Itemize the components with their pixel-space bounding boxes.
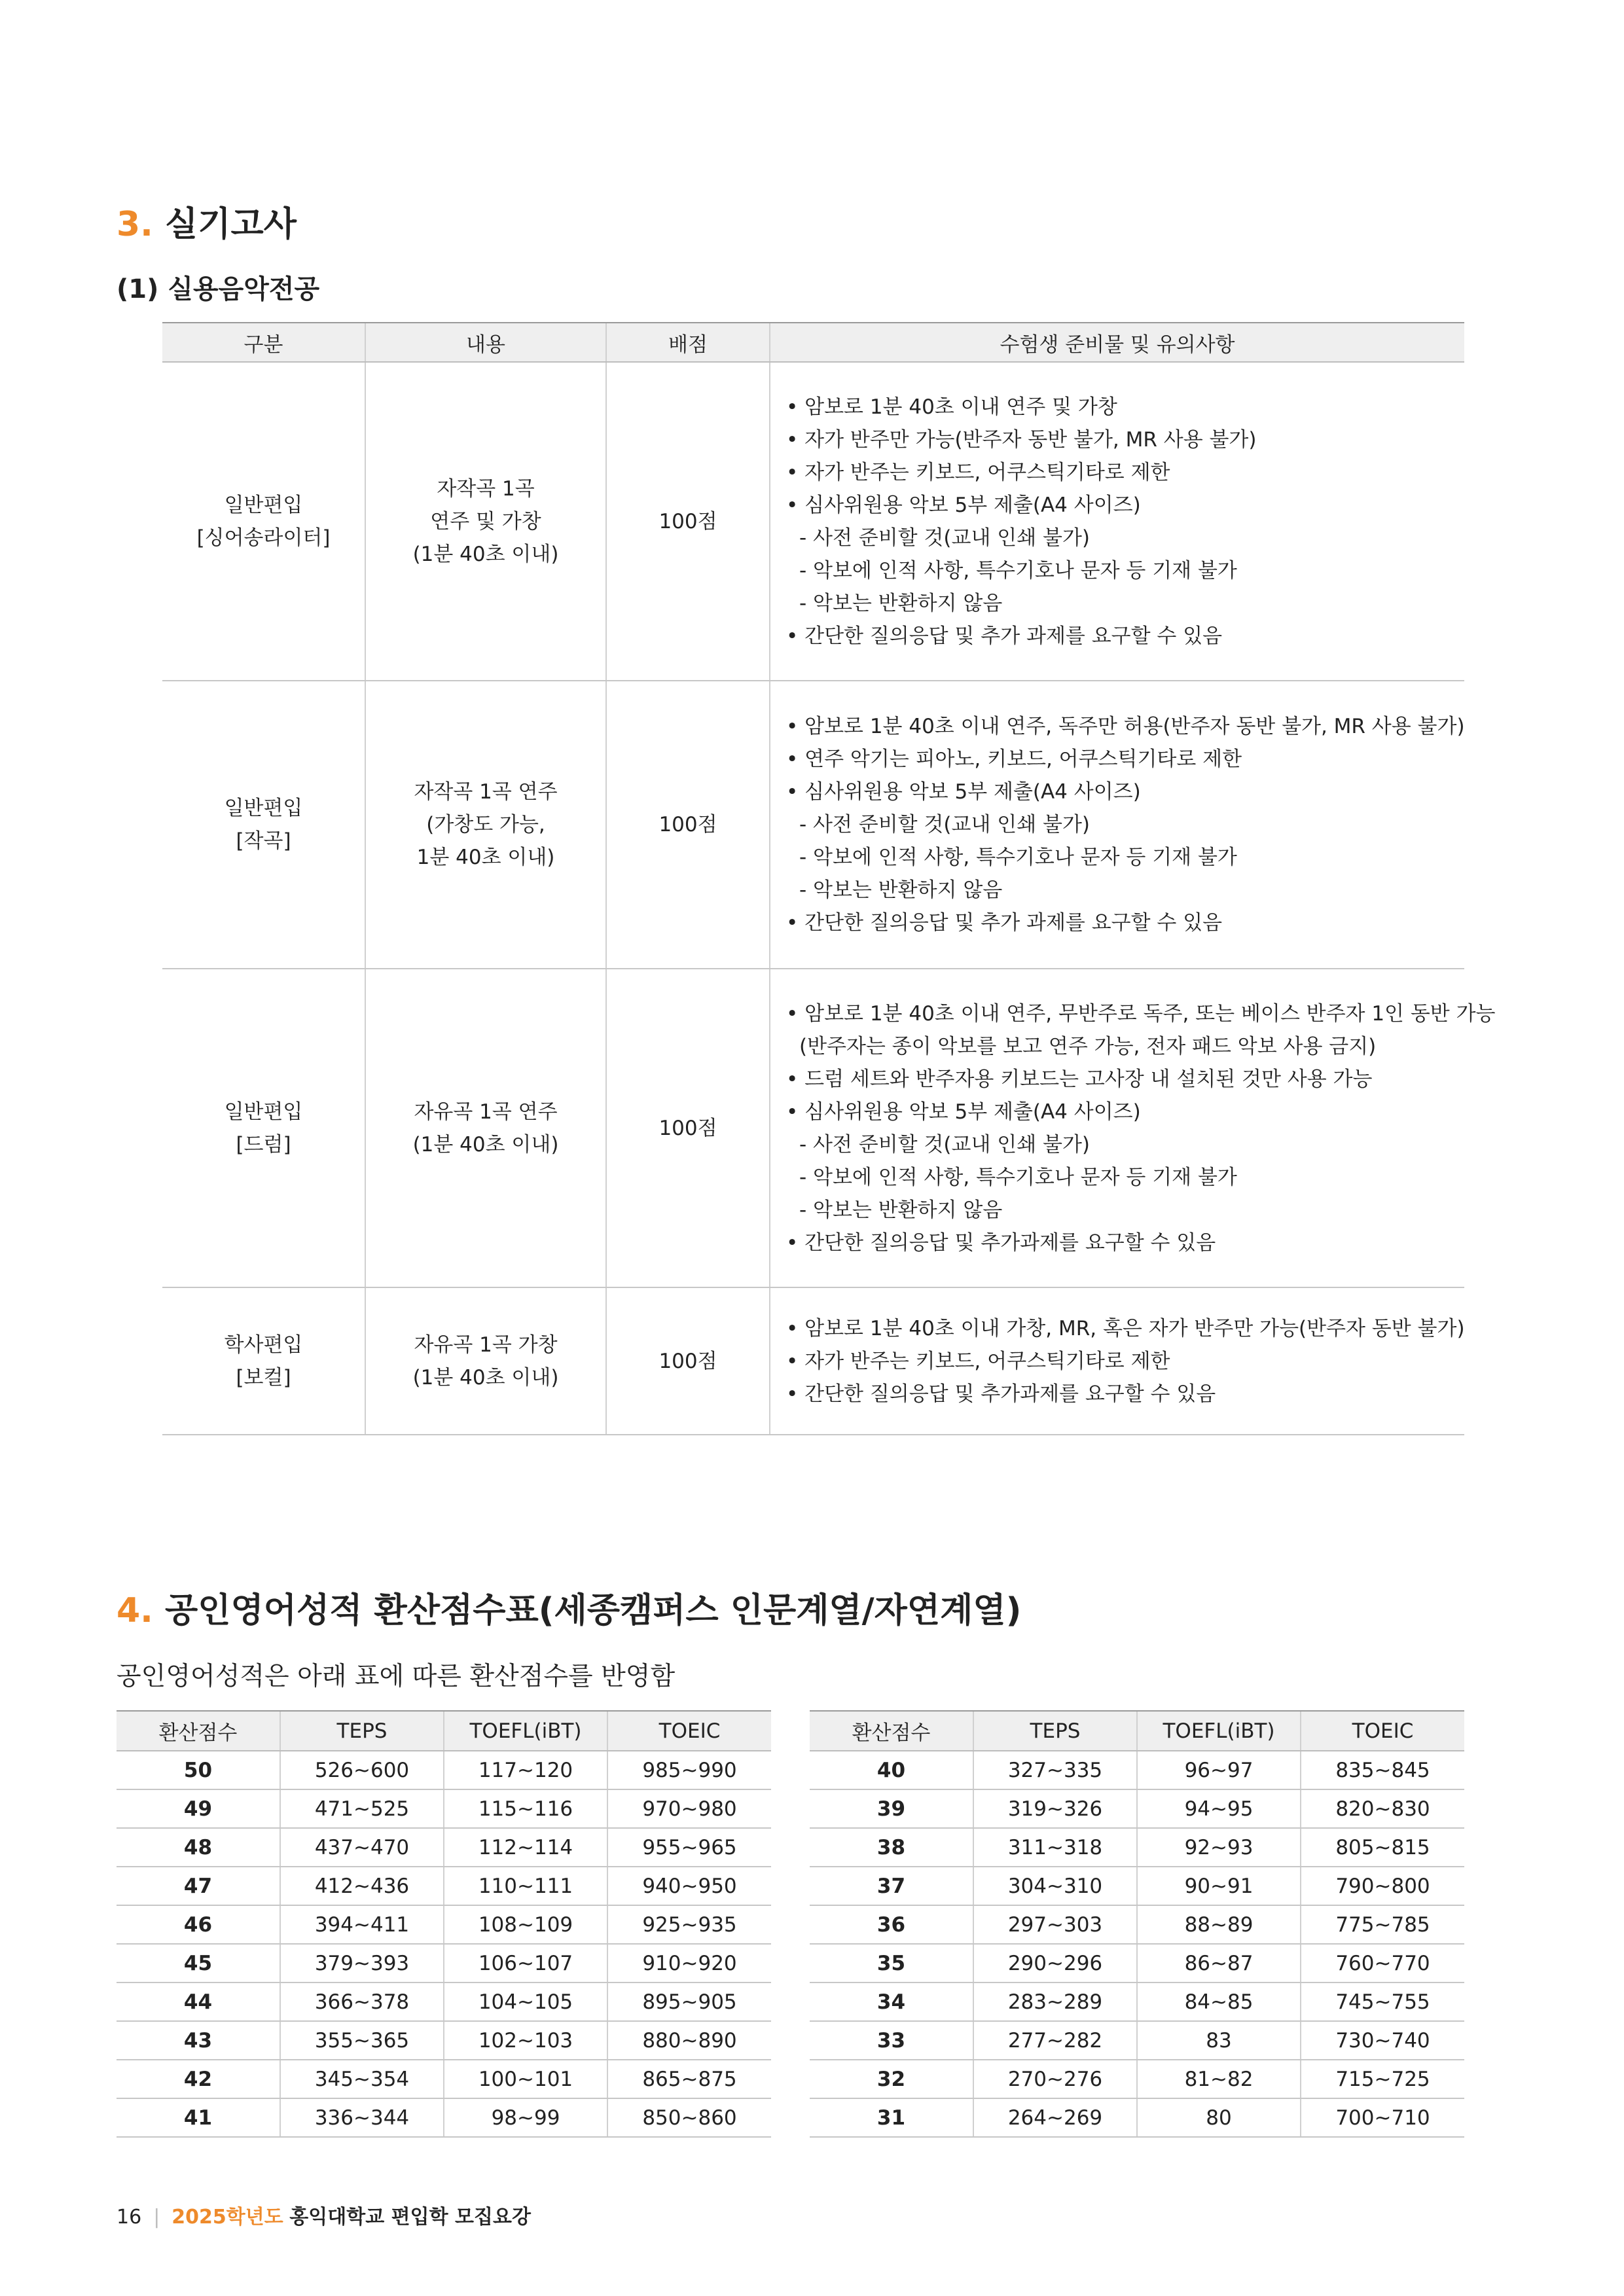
converted-score-cell: 44 [117,1982,280,2021]
category-line: [드럼] [236,1132,291,1157]
section-4-title: 공인영어성적 환산점수표(세종캠퍼스 인문계열/자연계열) [165,1591,1022,1630]
toeic-cell: 700~710 [1301,2098,1464,2137]
header-content: 내용 [365,323,606,362]
category-cell [162,969,365,1287]
category-line: 일반편입 [224,493,303,517]
table-row [810,1905,1464,1944]
converted-score-cell: 48 [117,1828,280,1867]
table-row [117,2098,771,2137]
toeic-cell: 730~740 [1301,2021,1464,2060]
content-cell [365,362,606,681]
converted-score-cell: 32 [810,2060,973,2098]
header-toefl: TOEFL(iBT) [1137,1711,1301,1751]
note-line: • 간단한 질의응답 및 추가 과제를 요구할 수 있음 [786,906,1464,939]
converted-score-cell: 45 [117,1944,280,1982]
note-line: - 악보에 인적 사항, 특수기호나 문자 등 기재 불가 [799,558,1237,583]
header-teps: TEPS [973,1711,1137,1751]
practical-exam-table [162,322,1496,1435]
teps-cell: 355~365 [280,2021,444,2060]
table-row [162,681,1464,969]
toefl-cell: 115~116 [444,1789,607,1828]
teps-cell: 283~289 [973,1982,1137,2021]
content-line: 자유곡 1곡 연주 [414,1100,558,1124]
toeic-cell: 955~965 [607,1828,771,1867]
note-line: • 심사위원용 악보 5부 제출(A4 사이즈) [786,776,1464,808]
toefl-cell: 108~109 [444,1905,607,1944]
note-line: • 암보로 1분 40초 이내 연주 및 가창 [786,391,1464,423]
table-row [810,2021,1464,2060]
content-line: (1분 40초 이내) [412,1132,559,1157]
table-row [810,1828,1464,1867]
table-row [117,1982,771,2021]
converted-score-cell: 49 [117,1789,280,1828]
footer-year: 2025학년도 [171,2206,283,2229]
footer-doc-name: 홍익대학교 편입학 모집요강 [289,2206,531,2229]
converted-score-cell: 42 [117,2060,280,2098]
teps-cell: 297~303 [973,1905,1137,1944]
teps-cell: 394~411 [280,1905,444,1944]
toeic-cell: 775~785 [1301,1905,1464,1944]
header-toeic: TOEIC [607,1711,771,1751]
converted-score-cell: 50 [117,1751,280,1789]
note-line: - 악보는 반환하지 않음 [799,591,1003,615]
table-header-row [162,323,1464,362]
score-table-right [810,1710,1464,2138]
category-line: 일반편입 [224,1100,303,1124]
converted-score-cell: 33 [810,2021,973,2060]
header-toefl: TOEFL(iBT) [444,1711,607,1751]
converted-score-cell: 41 [117,2098,280,2137]
content-line: 자작곡 1곡 [437,476,535,501]
teps-cell: 336~344 [280,2098,444,2137]
note-line: • 자가 반주는 키보드, 어쿠스틱기타로 제한 [786,1345,1464,1378]
category-line: [작곡] [236,829,291,853]
note-line: • 자가 반주는 키보드, 어쿠스틱기타로 제한 [786,456,1464,489]
note-line: (반주자는 종이 악보를 보고 연주 가능, 전자 패드 악보 사용 금지) [799,1034,1377,1058]
toeic-cell: 850~860 [607,2098,771,2137]
toeic-cell: 970~980 [607,1789,771,1828]
teps-cell: 437~470 [280,1828,444,1867]
table-row [810,2098,1464,2137]
teps-cell: 412~436 [280,1867,444,1905]
table-row [810,2060,1464,2098]
teps-cell: 277~282 [973,2021,1137,2060]
toefl-cell: 83 [1137,2021,1301,2060]
toeic-cell: 895~905 [607,1982,771,2021]
table-row [810,1867,1464,1905]
header-category: 구분 [162,323,365,362]
converted-score-cell: 47 [117,1867,280,1905]
toefl-cell: 80 [1137,2098,1301,2137]
note-line: • 간단한 질의응답 및 추가 과제를 요구할 수 있음 [786,620,1464,653]
table-row [117,1905,771,1944]
toeic-cell: 760~770 [1301,1944,1464,1982]
toeic-cell: 865~875 [607,2060,771,2098]
section-4-intro: 공인영어성적은 아래 표에 따른 환산점수를 반영함 [117,1662,676,1691]
converted-score-cell: 38 [810,1828,973,1867]
table-row [810,1982,1464,2021]
page-number: 16 [117,2206,142,2229]
note-line: - 악보에 인적 사항, 특수기호나 문자 등 기재 불가 [799,1165,1237,1189]
table-row [162,362,1464,681]
converted-score-cell: 40 [810,1751,973,1789]
header-teps: TEPS [280,1711,444,1751]
page-footer [117,2200,531,2229]
content-line: 1분 40초 이내) [416,846,555,869]
toeic-cell: 805~815 [1301,1828,1464,1867]
category-line: [보컬] [236,1365,291,1390]
table-row [117,2021,771,2060]
converted-score-cell: 43 [117,2021,280,2060]
teps-cell: 526~600 [280,1751,444,1789]
note-line: - 악보는 반환하지 않음 [799,1198,1003,1222]
header-converted-score: 환산점수 [117,1711,280,1751]
note-line: • 암보로 1분 40초 이내 가창, MR, 혹은 자가 반주만 가능(반주자 동반 불가) [786,1312,1464,1345]
teps-cell: 366~378 [280,1982,444,2021]
score-header-row [810,1711,1464,1751]
toefl-cell: 81~82 [1137,2060,1301,2098]
teps-cell: 304~310 [973,1867,1137,1905]
note-line: - 악보는 반환하지 않음 [799,878,1003,902]
content-line: 자유곡 1곡 가창 [414,1333,558,1357]
section-4-heading [117,1583,1021,1632]
notes-cell [770,969,1496,1287]
toefl-cell: 90~91 [1137,1867,1301,1905]
toefl-cell: 98~99 [444,2098,607,2137]
toeic-cell: 985~990 [607,1751,771,1789]
note-line: • 드럼 세트와 반주자용 키보드는 고사장 내 설치된 것만 사용 가능 [786,1063,1464,1096]
converted-score-cell: 31 [810,2098,973,2137]
section-3-heading [117,196,297,245]
content-cell [365,1287,606,1435]
score-cell: 100점 [606,969,770,1287]
section-4-number: 4. [117,1591,153,1630]
note-line: • 자가 반주만 가능(반주자 동반 불가, MR 사용 불가) [786,423,1464,456]
note-line: • 간단한 질의응답 및 추가과제를 요구할 수 있음 [786,1227,1464,1259]
section-3-title: 실기고사 [165,205,297,244]
notes-cell [770,1287,1464,1435]
category-cell [162,362,365,681]
converted-score-cell: 34 [810,1982,973,2021]
table-row [117,1944,771,1982]
content-cell [365,681,606,969]
converted-score-cell: 46 [117,1905,280,1944]
category-line: 일반편입 [224,797,303,820]
toefl-cell: 104~105 [444,1982,607,2021]
content-line: (가창도 가능, [426,813,545,836]
teps-cell: 311~318 [973,1828,1137,1867]
toefl-cell: 86~87 [1137,1944,1301,1982]
toefl-cell: 96~97 [1137,1751,1301,1789]
header-converted-score: 환산점수 [810,1711,973,1751]
teps-cell: 345~354 [280,2060,444,2098]
notes-cell [770,681,1464,969]
note-line: • 암보로 1분 40초 이내 연주, 무반주로 독주, 또는 베이스 반주자 1인 동반 가능 [786,997,1464,1030]
teps-cell: 379~393 [280,1944,444,1982]
note-line: • 연주 악기는 피아노, 키보드, 어쿠스틱기타로 제한 [786,743,1464,776]
header-score: 배점 [606,323,770,362]
notes-cell [770,362,1464,681]
content-line: (1분 40초 이내) [412,1365,559,1390]
toefl-cell: 112~114 [444,1828,607,1867]
table-row [162,969,1464,1287]
note-line: • 암보로 1분 40초 이내 연주, 독주만 허용(반주자 동반 불가, MR 사용 불가) [786,710,1464,743]
teps-cell: 290~296 [973,1944,1137,1982]
note-line: • 간단한 질의응답 및 추가과제를 요구할 수 있음 [786,1378,1464,1410]
toeic-cell: 835~845 [1301,1751,1464,1789]
toefl-cell: 84~85 [1137,1982,1301,2021]
note-line: • 심사위원용 악보 5부 제출(A4 사이즈) [786,489,1464,522]
note-line: • 심사위원용 악보 5부 제출(A4 사이즈) [786,1096,1464,1128]
toeic-cell: 790~800 [1301,1867,1464,1905]
toefl-cell: 102~103 [444,2021,607,2060]
table-row [117,1751,771,1789]
table-row [117,1789,771,1828]
teps-cell: 471~525 [280,1789,444,1828]
score-rows-left [117,1751,771,2137]
content-line: 연주 및 가창 [430,509,541,533]
header-toeic: TOEIC [1301,1711,1464,1751]
teps-cell: 319~326 [973,1789,1137,1828]
toeic-cell: 745~755 [1301,1982,1464,2021]
header-notes: 수험생 준비물 및 유의사항 [770,323,1464,362]
table-row [117,2060,771,2098]
toefl-cell: 92~93 [1137,1828,1301,1867]
note-line: - 사전 준비할 것(교내 인쇄 불가) [799,813,1090,836]
toeic-cell: 940~950 [607,1867,771,1905]
note-line: - 사전 준비할 것(교내 인쇄 불가) [799,526,1090,550]
converted-score-cell: 35 [810,1944,973,1982]
toeic-cell: 820~830 [1301,1789,1464,1828]
table-row [810,1789,1464,1828]
teps-cell: 264~269 [973,2098,1137,2137]
section-3-number: 3. [117,205,153,244]
category-cell [162,681,365,969]
toefl-cell: 117~120 [444,1751,607,1789]
score-cell: 100점 [606,362,770,681]
category-line: 학사편입 [224,1333,303,1357]
score-header-row [117,1711,771,1751]
converted-score-cell: 36 [810,1905,973,1944]
teps-cell: 327~335 [973,1751,1137,1789]
toefl-cell: 110~111 [444,1867,607,1905]
score-cell: 100점 [606,1287,770,1435]
toeic-cell: 925~935 [607,1905,771,1944]
score-cell: 100점 [606,681,770,969]
table-row [810,1751,1464,1789]
content-line: (1분 40초 이내) [412,542,559,566]
table-row [117,1867,771,1905]
content-cell [365,969,606,1287]
toefl-cell: 94~95 [1137,1789,1301,1828]
practical-exam-subtitle: (1) 실용음악전공 [117,274,320,304]
converted-score-cell: 39 [810,1789,973,1828]
toefl-cell: 100~101 [444,2060,607,2098]
teps-cell: 270~276 [973,2060,1137,2098]
toeic-cell: 910~920 [607,1944,771,1982]
toefl-cell: 106~107 [444,1944,607,1982]
note-line: - 사전 준비할 것(교내 인쇄 불가) [799,1132,1090,1157]
category-line: [싱어송라이터] [196,526,331,550]
toeic-cell: 880~890 [607,2021,771,2060]
content-line: 자작곡 1곡 연주 [414,780,558,804]
table-row [117,1828,771,1867]
score-rows-right [810,1751,1464,2137]
toefl-cell: 88~89 [1137,1905,1301,1944]
toeic-cell: 715~725 [1301,2060,1464,2098]
converted-score-cell: 37 [810,1867,973,1905]
footer-separator: | [153,2206,160,2229]
score-table-left [117,1710,771,2138]
category-cell [162,1287,365,1435]
table-row [810,1944,1464,1982]
table-row [162,1287,1464,1435]
note-line: - 악보에 인적 사항, 특수기호나 문자 등 기재 불가 [799,846,1237,869]
